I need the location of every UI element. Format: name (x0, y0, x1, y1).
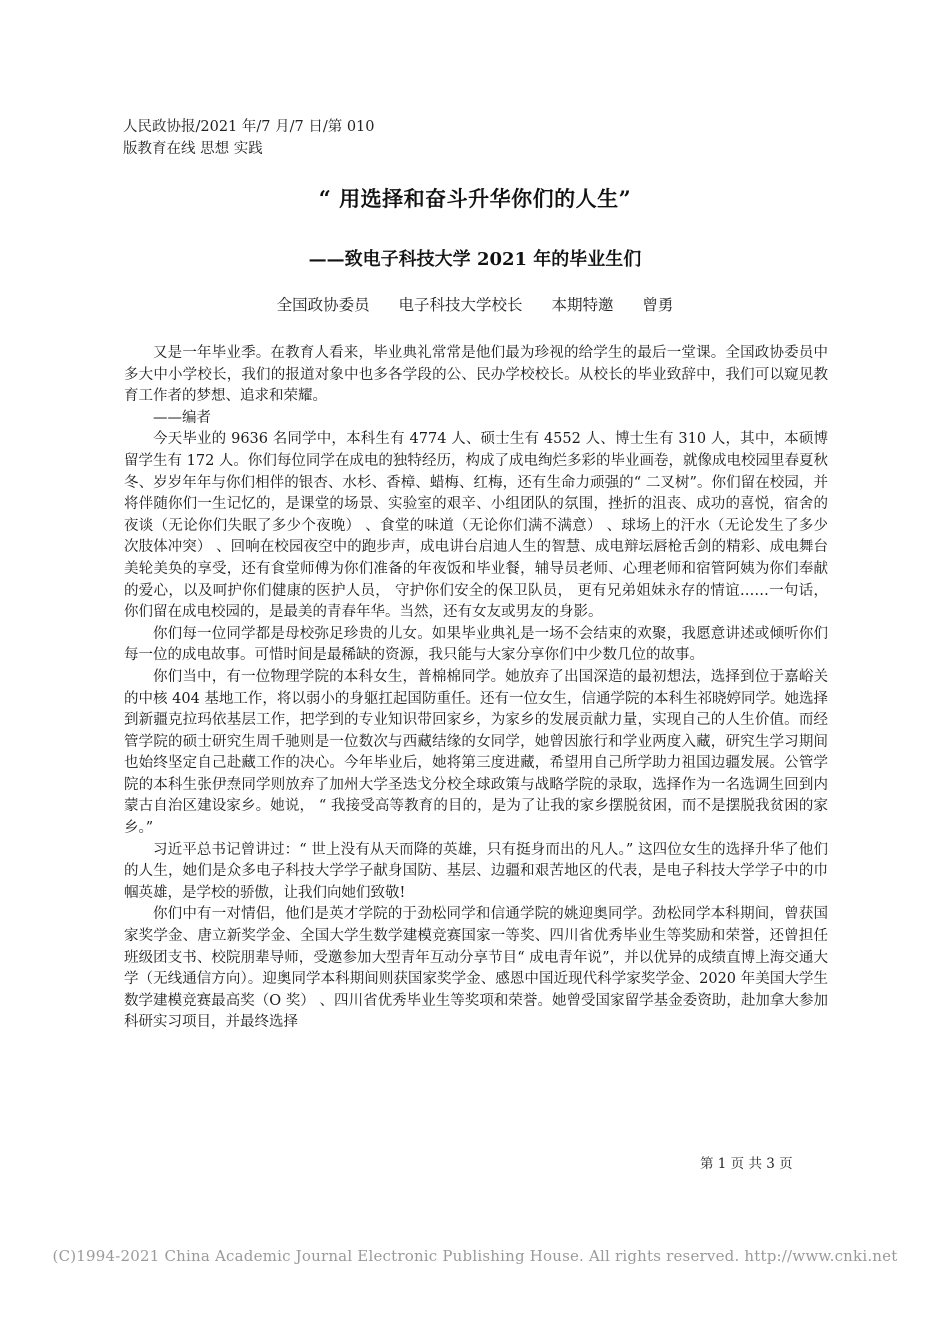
body-paragraph: 你们中有一对情侣，他们是英才学院的于劲松同学和信通学院的姚迎奥同学。劲松同学本科期间，曾获国家奖学金、唐立新奖学金、全国大学生数学建模竞赛国家一等奖、四川省优秀毕业生等奖励和荣誉，还曾担任班级团支书、校院朋辈导师，受邀参加大型青年互动分享节目“ 成电青年说”，并以优异的成绩直博上海交通大学（无线通信方向）。迎奥同学本科期间则获国家奖学金、感恩中国近现代科学家奖学金、2020 年美国大学生数学建模竞赛最高奖（O 奖） 、四川省优秀毕业生等奖项和荣誉。她曾受国家留学基金委资助，赴加拿大参加科研实习项目，并最终选择 (124, 906, 828, 1031)
editor-signature: ——编者 (153, 409, 211, 426)
publication-meta-line1: 人民政协报/2021 年/7 月/7 日/第 010 (123, 119, 375, 135)
author-part: 本期特邀 (551, 296, 614, 314)
editor-note: 又是一年毕业季。在教育人看来，毕业典礼常常是他们最为珍视的给学生的最后一堂课。全国政协委员中多大中小学校长，我们的报道对象中也多各学段的公、民办学校校长。从校长的毕业致辞中，我们可以窥见教育工作者的梦想、追求和荣耀。 (124, 345, 828, 405)
publication-meta-line2: 版教育在线 思想 实践 (123, 141, 263, 157)
author-part: 电子科技大学校长 (398, 296, 523, 314)
page-number: 第 1 页 共 3 页 (700, 1156, 793, 1172)
body-paragraph: 你们每一位同学都是母校弥足珍贵的儿女。如果毕业典礼是一场不会结束的欢聚，我愿意讲述或倾听你们每一位的成电故事。可惜时间是最稀缺的资源，我只能与大家分享你们中少数几位的故事。 (124, 625, 828, 664)
article-subtitle: ——致电子科技大学 2021 年的毕业生们 (308, 249, 642, 270)
publication-meta (123, 116, 375, 160)
article-author (0, 293, 950, 315)
author-part: 曾勇 (642, 296, 674, 314)
body-paragraph: 习近平总书记曾讲过：“ 世上没有从天而降的英雄，只有挺身而出的凡人。” 这四位女生的选择升华了他们的人生，她们是众多电子科技大学学子献身国防、基层、边疆和艰苦地区的代表，是电子科技大学学子中的巾帼英雄，是学校的骄傲，让我们向她们致敬! (124, 841, 828, 901)
article-body (124, 343, 828, 1034)
author-part: 全国政协委员 (276, 296, 370, 314)
article-title: “ 用选择和奋斗升华你们的人生” (318, 186, 632, 211)
copyright-notice: (C)1994-2021 China Academic Journal Electronic Publishing House. All rights reserved. http://www.cnki.net (52, 1247, 898, 1265)
body-paragraph: 今天毕业的 9636 名同学中，本科生有 4774 人、硕士生有 4552 人、博士生有 310 人，其中，本硕博留学生有 172 人。你们每位同学在成电的独特经历，构成了成电绚烂多彩的毕业画卷，就像成电校园里春夏秋冬、岁岁年年与你们相伴的银杏、水杉、香樟、蜡梅、红梅，还有生命力顽强的“ 二叉树”。你们留在校园，并将伴随你们一生记忆的，是课堂的场景、实验室的艰辛、小组团队的氛围，挫折的沮丧、成功的喜悦，宿舍的夜谈（无论你们失眠了多少个夜晚） 、食堂的味道（无论你们满不满意） 、球场上的汗水（无论发生了多少次肢体冲突） 、回响在校园夜空中的跑步声，成电讲台启迪人生的智慧、成电辩坛唇枪舌剑的精彩、成电舞台美轮美奂的享受，还有食堂师傅为你们准备的年夜饭和毕业餐，辅导员老师、心理老师和宿管阿姨为你们奉献的爱心，以及呵护你们健康的医护人员， 守护你们安全的保卫队员， 更有兄弟姐妹永存的情谊……一句话，你们留在成电校园的，是最美的青春年华。当然，还有女友或男友的身影。 (124, 431, 828, 621)
body-paragraph: 你们当中，有一位物理学院的本科女生，普棉棉同学。她放弃了出国深造的最初想法，选择到位于嘉峪关的中核 404 基地工作，将以弱小的身躯扛起国防重任。还有一位女生，信通学院的本科生祁晓婷同学。她选择到新疆克拉玛依基层工作，把学到的专业知识带回家乡，为家乡的发展贡献力量，实现自己的人生价值。而经管学院的硕士研究生周千驰则是一位数次与西藏结缘的女同学，她曾因旅行和学业两度入藏，研究生学习期间也始终坚定自己赴藏工作的决心。今年毕业后，她将第三度进藏，希望用自己所学助力祖国边疆发展。公管学院的本科生张伊焘同学则放弃了加州大学圣迭戈分校全球政策与战略学院的录取，选择作为一名选调生回到内蒙古自治区建设家乡。她说， “ 我接受高等教育的目的，是为了让我的家乡摆脱贫困，而不是摆脱我贫困的家乡。” (124, 668, 828, 837)
